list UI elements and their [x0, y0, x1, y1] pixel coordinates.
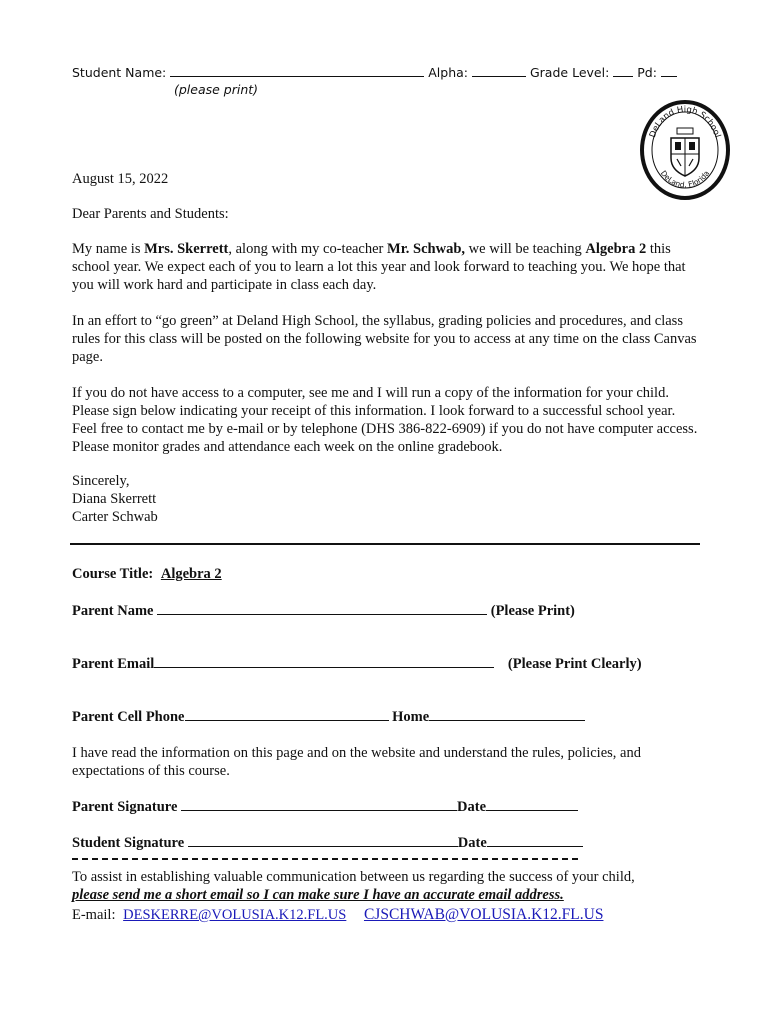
- parent-email-row: [72, 655, 642, 673]
- parent-signature-field[interactable]: [181, 798, 457, 811]
- student-date-field[interactable]: [487, 834, 583, 847]
- email-link-skerrett[interactable]: DESKERRE@VOLUSIA.K12.FL.US: [123, 907, 347, 923]
- parent-name-label: Parent Name: [72, 603, 154, 619]
- student-name-field[interactable]: [170, 64, 424, 77]
- student-signature-label: Student Signature: [72, 835, 185, 851]
- parent-signature-row: [72, 798, 578, 816]
- seal-text-bottom: DeLand, Florida: [658, 168, 712, 190]
- parent-email-field[interactable]: [154, 655, 494, 668]
- course-name: Algebra 2: [585, 241, 647, 257]
- pd-field[interactable]: [661, 64, 677, 77]
- section-divider: [70, 543, 700, 545]
- cut-line: [72, 858, 578, 860]
- intro-text-3: we will be teaching: [465, 241, 586, 257]
- school-seal-icon: [640, 100, 730, 200]
- parent-cell-label: Parent Cell Phone: [72, 709, 185, 725]
- footer-line-2: please send me a short email so I can make sure I have an accurate email address.: [72, 887, 564, 903]
- intro-text-1: My name is: [72, 241, 145, 257]
- email-link-schwab[interactable]: CJSCHWAB@VOLUSIA.K12.FL.US: [363, 906, 604, 923]
- parent-signature-label: Parent Signature: [72, 799, 178, 815]
- student-signature-field[interactable]: [188, 834, 458, 847]
- email-label: E-mail:: [72, 907, 116, 923]
- student-date-label: Date: [457, 835, 487, 851]
- intro-text-4: this school year. We expect each of you to learn a lot this year and look forward to teaching you. We hope that you will work hard and participate in class each day.: [72, 241, 686, 293]
- parent-date-label: Date: [457, 799, 487, 815]
- course-title-row: [72, 566, 222, 583]
- course-title-label: Course Title:: [72, 566, 154, 582]
- letter-paragraph-intro: [72, 240, 702, 294]
- home-phone-label: Home: [392, 709, 430, 725]
- signer-2: Carter Schwab: [72, 509, 158, 525]
- footer-line-1: To assist in establishing valuable communication between us regarding the success of your child,: [72, 869, 635, 885]
- student-info-line: [72, 64, 677, 80]
- teacher-name-1: Mrs. Skerrett: [144, 241, 229, 257]
- alpha-label: Alpha:: [428, 65, 469, 80]
- parent-email-label: Parent Email: [72, 656, 155, 672]
- teacher-name-2: Mr. Schwab,: [387, 241, 466, 257]
- acknowledgement-text: I have read the information on this page and on the website and understand the rules, policies, and expectations of this course.: [72, 745, 641, 779]
- letter-closing: Sincerely,: [72, 473, 130, 489]
- letter-paragraph-access: If you do not have access to a computer, see me and I will run a copy of the information for your child. Please sign below indicating your receipt of this information. I look forward to a successful school year. Feel free to contact me by e-mail or by telephone (DHS 386-822-6909) if you do not have computer access. Please monitor grades and attendance each week on the online gradebook.: [72, 385, 698, 455]
- parent-name-note: (Please Print): [490, 603, 575, 619]
- parent-date-field[interactable]: [486, 798, 578, 811]
- parent-name-row: [72, 602, 575, 620]
- student-signature-row: [72, 834, 583, 852]
- please-print-text: (please print): [174, 82, 259, 97]
- intro-text-2: , along with my co-teacher: [228, 241, 388, 257]
- letter-salutation: Dear Parents and Students:: [72, 206, 229, 222]
- parent-phone-row: [72, 708, 585, 726]
- seal-text-top: DeLand High School: [647, 104, 723, 140]
- grade-level-field[interactable]: [613, 64, 633, 77]
- letter-date: August 15, 2022: [72, 171, 169, 187]
- student-name-label: Student Name:: [72, 65, 167, 80]
- letter-paragraph-go-green: In an effort to “go green” at Deland High School, the syllabus, grading policies and procedures, and class rules for this class will be posted on the following website for you to access at any time on the class Canvas page.: [72, 313, 697, 365]
- signer-1: Diana Skerrett: [72, 491, 157, 507]
- home-phone-field[interactable]: [429, 708, 585, 721]
- parent-cell-field[interactable]: [185, 708, 389, 721]
- pd-label: Pd:: [637, 65, 657, 80]
- alpha-field[interactable]: [472, 64, 526, 77]
- parent-email-note: (Please Print Clearly): [507, 656, 642, 672]
- please-print-note: [174, 82, 258, 97]
- parent-name-field[interactable]: [157, 602, 487, 615]
- grade-level-label: Grade Level:: [529, 65, 610, 80]
- email-row: [72, 906, 603, 924]
- course-title-value: Algebra 2: [160, 566, 222, 582]
